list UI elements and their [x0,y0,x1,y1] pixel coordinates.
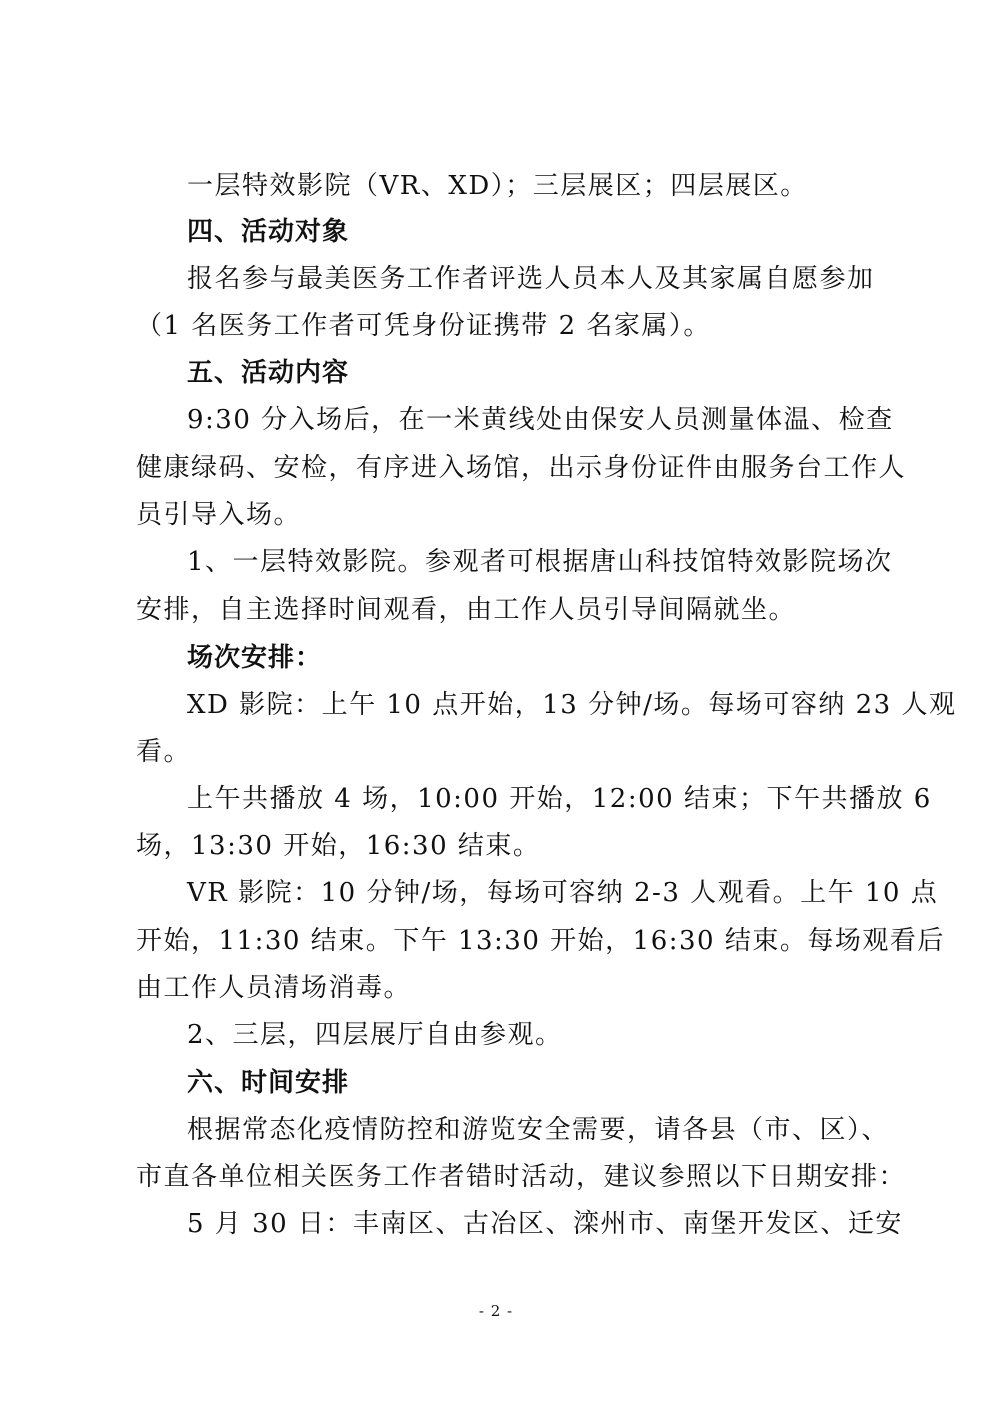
section-heading: 四、活动对象 [187,217,350,247]
text-line: XD 影院：上午 10 点开始，13 分钟/场。每场可容纳 23 人观 [187,690,957,720]
text-line: 由工作人员清场消毒。 [136,973,412,1003]
text-line: 健康绿码、安检，有序进入场馆，出示身份证件由服务台工作人 [136,453,907,483]
text-line: VR 影院：10 分钟/场，每场可容纳 2-3 人观看。上午 10 点 [187,878,939,908]
text-line: 场，13:30 开始，16:30 结束。 [136,831,541,861]
section-heading: 五、活动内容 [187,358,350,388]
text-line: 上午共播放 4 场，10:00 开始，12:00 结束；下午共播放 6 [187,784,932,814]
text-line: 一层特效影院（VR、XD）；三层展区；四层展区。 [187,171,808,201]
text-line: 报名参与最美医务工作者评选人员本人及其家属自愿参加 [187,264,875,294]
text-line: 2、三层，四层展厅自由参观。 [187,1020,563,1050]
text-line: 9:30 分入场后，在一米黄线处由保安人员测量体温、检查 [187,405,894,435]
text-line: 员引导入场。 [136,500,302,530]
section-heading: 六、时间安排 [187,1068,350,1098]
page-number: - 2 - [478,1302,514,1320]
text-line: （1 名医务工作者可凭身份证携带 2 名家属）。 [136,311,711,341]
text-line: 根据常态化疫情防控和游览安全需要，请各县（市、区）、 [187,1115,890,1145]
text-line: 1、一层特效影院。参观者可根据唐山科技馆特效影院场次 [187,547,893,577]
text-line: 市直各单位相关医务工作者错时活动，建议参照以下日期安排： [136,1162,907,1192]
text-line: 安排，自主选择时间观看，由工作人员引导间隔就坐。 [136,595,797,625]
text-line: 开始，11:30 结束。下午 13:30 开始，16:30 结束。每场观看后 [136,926,945,956]
subsection-heading: 场次安排： [187,643,323,673]
text-line: 5 月 30 日：丰南区、古冶区、滦州市、南堡开发区、迁安 [187,1209,903,1239]
text-line: 看。 [136,737,192,767]
